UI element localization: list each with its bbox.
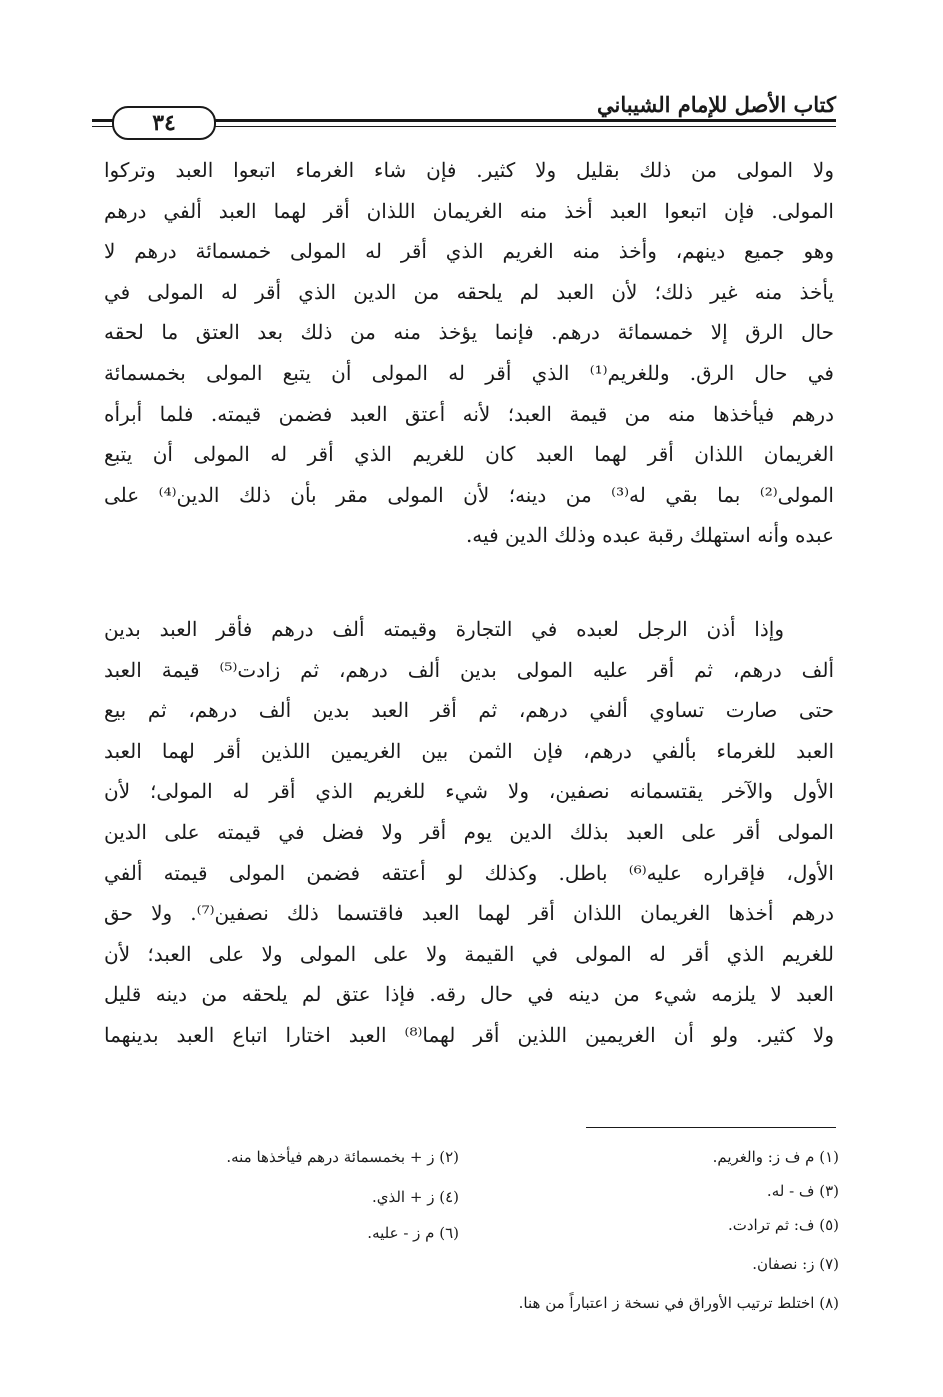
page-number: ٣٤ [112, 106, 216, 140]
text-line: المولى⁽²⁾ بما بقي له⁽³⁾ من دينه؛ لأن المولى مقر بأن ذلك الدين⁽⁴⁾ على [104, 482, 834, 507]
text-line: وإذا أذن الرجل لعبده في التجارة وقيمته ألف درهم فأقر العبد بدين [104, 616, 784, 641]
footnote-4: (٤) ز + الذي. [371, 1188, 459, 1206]
text-line: حال الرق إلا خمسمائة درهم. فإنما يؤخذ منه من ذلك بعد العتق ما لحقه [104, 320, 834, 345]
book-title: كتاب الأصل للإمام الشيباني [597, 92, 836, 117]
page-header [92, 88, 836, 140]
footnote-8: (٨) اختلط ترتيب الأوراق في نسخة ز اعتباراً من هنا. [518, 1294, 839, 1312]
footnote-5: (٥) ف: ثم ترادت. [727, 1216, 839, 1234]
footnote-1: (١) م ف ز: والغريم. [712, 1148, 839, 1166]
text-line: وهو جميع دينهم، وأخذ منه الغريم الذي أقر له المولى خمسمائة درهم لا [104, 239, 834, 264]
text-line: يأخذ منه غير ذلك؛ لأن العبد لم يلحقه من الدين الذي أقر له المولى في [104, 279, 834, 304]
text-line: للغريم الذي أقر له المولى في القيمة ولا على المولى ولا على العبد؛ لأن [104, 941, 834, 966]
footnote-6: (٦) م ز - عليه. [367, 1224, 459, 1242]
text-line: درهم فيأخذها منه من قيمة العبد؛ لأنه أعتق العبد فضمن قيمته. فلما أبرأه [104, 401, 834, 426]
text-line: ولا المولى من ذلك بقليل ولا كثير. فإن شاء الغرماء اتبعوا العبد وتركوا [104, 158, 834, 182]
footnote-3: (٣) ف - له. [766, 1182, 839, 1200]
text-line: ولا كثير. ولو أن الغريمين اللذين أقر لهما⁽⁸⁾ العبد اختارا اتباع العبد بدينهما [104, 1022, 834, 1047]
text-line: في حال الرق. وللغريم⁽¹⁾ الذي أقر له المولى أن يتبع المولى بخمسمائة [104, 360, 834, 385]
paragraph-1 [104, 150, 834, 556]
text-line: درهم أخذها الغريمان اللذان أقر لهما العبد فاقتسما ذلك نصفين⁽⁷⁾. ولا حق [104, 901, 834, 926]
paragraph-2 [104, 609, 834, 1056]
text-line: حتى صارت تساوي ألفي درهم، ثم أقر العبد بدين ألف درهم، ثم بيع [104, 698, 834, 723]
text-line: العبد لا يلزمه شيء من دينه في حال رقه. فإذا عتق لم يلحقه من دينه قليل [104, 982, 834, 1007]
text-line: الأول، فإقراره عليه⁽⁶⁾ باطل. وكذلك لو أعتقه فضمن المولى قيمته ألفي [104, 860, 834, 885]
footnote-separator [586, 1127, 836, 1128]
footnote-7: (٧) ز: نصفان. [752, 1255, 839, 1273]
text-line: الأول والآخر يقتسمانه نصفين، ولا شيء للغريم الذي أقر له المولى؛ لأن [104, 779, 834, 804]
text-line: عبده وأنه استهلك رقبة عبده وذلك الدين فيه. [465, 523, 834, 548]
text-line: الغريمان اللذان أقر لهما العبد كان للغريم الذي أقر له المولى أن يتبع [104, 442, 834, 467]
footnote-2: (٢) ز + بخمسمائة درهم فيأخذها منه. [226, 1148, 459, 1166]
text-line: العبد للغرماء بألفي درهم، فإن الثمن بين الغريمين اللذين أقر لهما العبد [104, 738, 834, 763]
text-line: ألف درهم، ثم أقر عليه المولى بدين ألف درهم، ثم زادت⁽⁵⁾ قيمة العبد [104, 657, 834, 682]
text-line: المولى. فإن اتبعوا العبد أخذ منه الغريمان اللذان أقر لهما العبد ألفي درهم [104, 198, 834, 223]
main-text [104, 150, 834, 1055]
text-line: المولى أقر على العبد بذلك الدين يوم أقر ولا فضل في قيمته على الدين [104, 819, 834, 844]
